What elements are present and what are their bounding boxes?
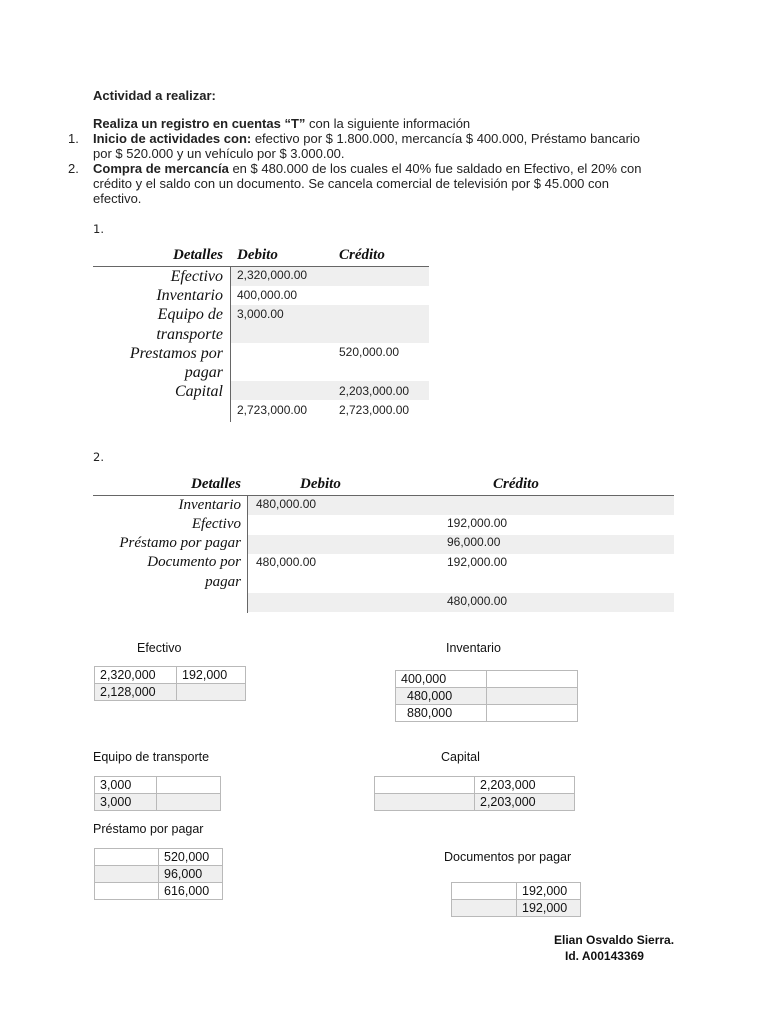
signature-name: Elian Osvaldo Sierra. [554, 933, 675, 947]
t-cell: 2,128,000 [95, 684, 177, 701]
t-cell [487, 705, 578, 722]
journal-2 [93, 475, 674, 613]
instruction-bold: Realiza un registro en cuentas “T” [93, 116, 306, 131]
t-cell [95, 883, 159, 900]
t-efectivo-title: Efectivo [137, 641, 182, 655]
activity-title: Actividad a realizar: [93, 88, 216, 103]
t-cell: 2,320,000 [95, 667, 177, 684]
t-account-prestamo [94, 848, 223, 900]
t-cell [487, 671, 578, 688]
t-capital-title: Capital [441, 750, 480, 764]
journal-1-detail-cont: transporte [156, 326, 223, 343]
t-cell: 96,000 [159, 866, 223, 883]
t-cell: 520,000 [159, 849, 223, 866]
journal-1-header-details: Detalles [173, 247, 223, 263]
item-2-text: en $ 480.000 de los cuales el 40% fue saldado en Efectivo, el 20% con [228, 161, 642, 176]
journal-2-header-debit: Debito [300, 476, 341, 492]
t-cell [95, 849, 159, 866]
journal-1-detail: Prestamos por [129, 345, 223, 362]
journal-2-credit: 96,000.00 [447, 535, 501, 549]
t-account-efectivo [94, 666, 246, 701]
t-cell: 400,000 [396, 671, 487, 688]
journal-2-credit: 192,000.00 [447, 516, 508, 530]
journal-1-header-debit: Debito [237, 247, 278, 263]
t-inventario-title: Inventario [446, 641, 501, 655]
journal-2-header-credit: Crédito [493, 476, 539, 492]
journal-1-total-credit: 2,723,000.00 [339, 403, 410, 417]
t-prestamo-title: Préstamo por pagar [93, 822, 204, 836]
journal-2-detail: Préstamo por pagar [119, 535, 241, 551]
journal-1-debit: 3,000.00 [237, 307, 284, 321]
journal-2-label: 2. [93, 450, 104, 464]
item-1-line2: por $ 520.000 y un vehículo por $ 3.000.00. [93, 146, 345, 161]
t-documentos-title: Documentos por pagar [444, 850, 572, 864]
t-cell: 192,000 [177, 667, 246, 684]
t-account-capital [374, 776, 575, 811]
signature-id: Id. A00143369 [565, 949, 644, 963]
t-cell [452, 900, 517, 917]
journal-2-detail-cont: pagar [205, 574, 241, 590]
t-cell: 2,203,000 [475, 777, 575, 794]
journal-1-debit: 400,000.00 [237, 288, 298, 302]
t-account-documentos [451, 882, 581, 917]
journal-2-credit: 192,000.00 [447, 555, 508, 569]
journal-1-debit: 2,320,000.00 [237, 268, 308, 282]
journal-2-total-credit: 480,000.00 [447, 594, 508, 608]
t-cell: 480,000 [396, 688, 487, 705]
journal-1-detail: Inventario [156, 287, 223, 304]
t-cell [375, 777, 475, 794]
instruction-rest: con la siguiente información [305, 116, 471, 131]
journal-1-total-debit: 2,723,000.00 [237, 403, 308, 417]
journal-2-detail: Inventario [178, 497, 241, 513]
journal-2-detail: Efectivo [191, 516, 241, 532]
t-cell [452, 883, 517, 900]
t-cell [375, 794, 475, 811]
t-cell [157, 777, 221, 794]
journal-1-label: 1. [93, 222, 104, 236]
item-2-bold: Compra de mercancía [93, 161, 229, 176]
item-2-line1 [93, 161, 713, 176]
item-1-line1 [93, 131, 693, 146]
journal-1-detail-cont: pagar [184, 364, 223, 381]
journal-1-credit: 520,000.00 [339, 345, 400, 359]
journal-1-credit: 2,203,000.00 [339, 384, 410, 398]
t-cell [95, 866, 159, 883]
t-cell: 616,000 [159, 883, 223, 900]
journal-1-header-credit: Crédito [339, 247, 385, 263]
item-1-number: 1. [68, 131, 79, 146]
t-cell: 2,203,000 [475, 794, 575, 811]
journal-1 [93, 246, 429, 422]
t-cell: 192,000 [517, 883, 581, 900]
t-cell: 3,000 [95, 777, 157, 794]
t-account-equipo [94, 776, 221, 811]
item-2-number: 2. [68, 161, 79, 176]
journal-2-header-details: Detalles [191, 476, 241, 492]
t-cell [177, 684, 246, 701]
instruction [93, 116, 693, 131]
journal-1-detail: Efectivo [170, 268, 223, 285]
t-cell: 880,000 [396, 705, 487, 722]
journal-2-debit: 480,000.00 [256, 555, 317, 569]
t-cell: 3,000 [95, 794, 157, 811]
item-1-text: efectivo por $ 1.800.000, mercancía $ 400.000, Préstamo bancario [251, 131, 641, 146]
journal-1-detail: Equipo de [157, 306, 223, 323]
t-equipo-title: Equipo de transporte [93, 750, 210, 764]
item-2-line2: crédito y el saldo con un documento. Se cancela comercial de televisión por $ 45.000 con [93, 176, 609, 191]
item-1-bold: Inicio de actividades con: [93, 131, 252, 146]
t-cell [157, 794, 221, 811]
journal-2-detail: Documento por [147, 554, 241, 570]
t-account-inventario [395, 670, 578, 722]
item-2-line3: efectivo. [93, 191, 142, 206]
t-cell [487, 688, 578, 705]
t-cell: 192,000 [517, 900, 581, 917]
journal-1-detail: Capital [174, 383, 223, 400]
journal-2-debit: 480,000.00 [256, 497, 317, 511]
